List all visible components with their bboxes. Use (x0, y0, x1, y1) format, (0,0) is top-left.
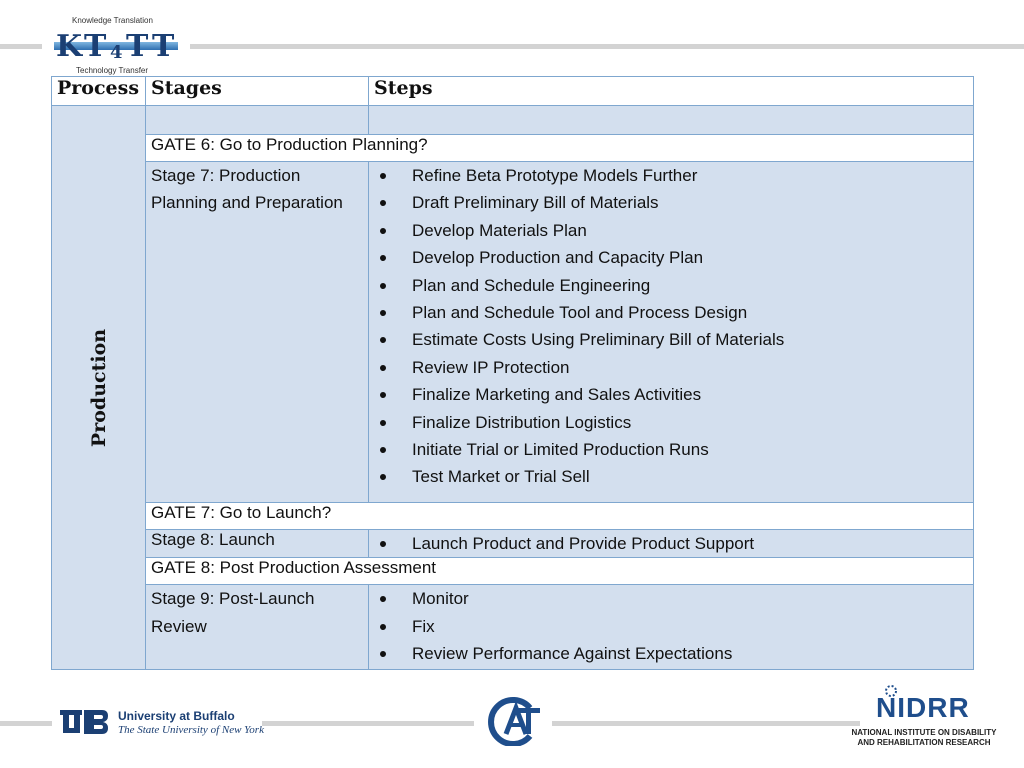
bullet-icon (380, 474, 386, 480)
stage-7-steps (374, 162, 968, 491)
stage-7-cell (146, 162, 369, 503)
column-header-steps: Steps (369, 77, 974, 106)
stage-row (52, 530, 974, 558)
list-item: Develop Production and Capacity Plan (374, 244, 968, 271)
list-item: Estimate Costs Using Preliminary Bill of Materials (374, 326, 968, 353)
header-rule-left (0, 44, 42, 49)
bullet-icon (380, 173, 386, 179)
list-item: Test Market or Trial Sell (374, 463, 968, 490)
stages-table (51, 76, 974, 670)
stage-7-title-line2: Planning and Preparation (151, 193, 343, 213)
nidrr-logo (836, 684, 1016, 754)
stage-9-steps-cell (369, 585, 974, 670)
list-item: Initiate Trial or Limited Production Runs (374, 436, 968, 463)
bullet-icon (380, 228, 386, 234)
stage-7-title-line1: Stage 7: Production (151, 166, 301, 185)
gate-8-label: GATE 8: Post Production Assessment (146, 558, 974, 585)
logo-mark (54, 29, 178, 63)
bullet-icon (380, 651, 386, 657)
nidrr-name: NIDRR (876, 692, 970, 723)
ub-name: University at Buffalo (118, 709, 235, 723)
process-label: Production (87, 328, 110, 447)
list-item: Finalize Distribution Logistics (374, 409, 968, 436)
bullet-icon (380, 337, 386, 343)
stage-8-steps (374, 530, 968, 557)
empty-stage-cell (146, 106, 369, 135)
bullet-icon (380, 420, 386, 426)
list-item: Refine Beta Prototype Models Further (374, 162, 968, 189)
stage-9-steps (374, 585, 968, 667)
gate-row (52, 503, 974, 530)
stage-8-steps-cell (369, 530, 974, 558)
logo-letter-t1: T (84, 29, 107, 64)
footer-rule-1 (0, 721, 52, 726)
list-item: Review Performance Against Expectations (374, 640, 968, 667)
stage-9-title-line1: Stage 9: Post-Launch (151, 589, 315, 609)
logo-letter-t3: T (152, 29, 175, 64)
kt4tt-logo (52, 14, 182, 76)
list-item: Finalize Marketing and Sales Activities (374, 381, 968, 408)
bullet-icon (380, 365, 386, 371)
column-header-stages: Stages (146, 77, 369, 106)
stage-9-cell (146, 585, 369, 670)
bullet-icon (380, 283, 386, 289)
list-item: Plan and Schedule Tool and Process Design (374, 299, 968, 326)
stage-7-steps-cell (369, 162, 974, 503)
nidrr-line-1: NATIONAL INSTITUTE ON DISABILITY (851, 728, 997, 737)
ub-mark-icon (60, 706, 110, 738)
list-item: Draft Preliminary Bill of Materials (374, 189, 968, 216)
stage-8-cell (146, 530, 369, 558)
bullet-icon (380, 392, 386, 398)
list-item: Review IP Protection (374, 354, 968, 381)
header-rule-right (190, 44, 1024, 49)
stage-8-title: Stage 8: Launch (151, 530, 275, 549)
column-header-process: Process (52, 77, 146, 106)
bullet-icon (380, 310, 386, 316)
logo-letter-t2: T (126, 29, 149, 64)
bullet-icon (380, 200, 386, 206)
bullet-icon (380, 541, 386, 547)
stage-row (52, 162, 974, 503)
gate-7-label: GATE 7: Go to Launch? (146, 503, 974, 530)
list-item: Monitor (374, 585, 968, 612)
ub-logo (60, 706, 264, 740)
table-row-spacer (52, 106, 974, 135)
gate-row (52, 558, 974, 585)
ub-subtitle: The State University of New York (118, 724, 264, 736)
process-cell (52, 106, 146, 670)
logo-letter-k: K (56, 29, 83, 64)
list-item: Develop Materials Plan (374, 217, 968, 244)
nidrr-full-name (836, 728, 1012, 748)
logo-digit-4: 4 (110, 42, 123, 63)
gate-row (52, 135, 974, 162)
stage-9-title-line2: Review (151, 616, 207, 636)
table-header-row (52, 77, 974, 106)
logo-top-text: Knowledge Translation (72, 16, 153, 25)
bullet-icon (380, 596, 386, 602)
logo-bottom-text: Technology Transfer (76, 66, 149, 75)
cat-logo-icon (484, 696, 544, 746)
footer-rule-3 (552, 721, 860, 726)
nidrr-line-2: AND REHABILITATION RESEARCH (857, 738, 991, 747)
footer-rule-2 (262, 721, 474, 726)
list-item: Launch Product and Provide Product Support (374, 530, 968, 557)
list-item: Plan and Schedule Engineering (374, 272, 968, 299)
list-item: Fix (374, 613, 968, 640)
bullet-icon (380, 447, 386, 453)
bullet-icon (380, 255, 386, 261)
stage-row (52, 585, 974, 670)
empty-steps-cell (369, 106, 974, 135)
gate-6-label: GATE 6: Go to Production Planning? (146, 135, 974, 162)
bullet-icon (380, 624, 386, 630)
